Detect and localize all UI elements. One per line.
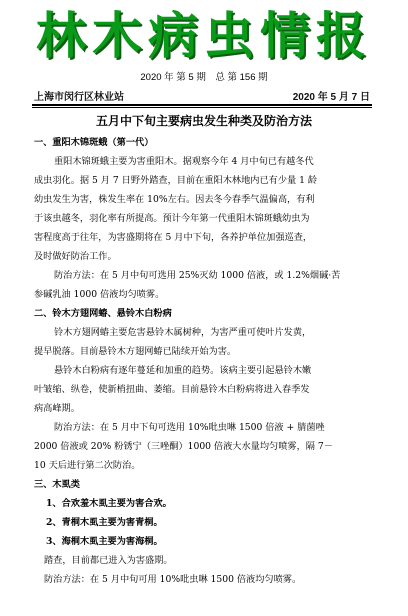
section-heading: 一、重阳木锦斑蛾（第一代） <box>34 137 154 148</box>
article-title: 五月中下旬主要病虫发生种类及防治方法 <box>95 114 312 128</box>
section-heading: 1、合欢羞木虱主要为害合欢。 <box>46 498 172 509</box>
article-line: 防治方法：在 5 月中下旬可选用 10%吡虫啉 1500 倍液 + 腈菌唑 <box>54 422 325 433</box>
article-body <box>34 133 374 589</box>
article-line: 重阳木锦斑蛾主要为害重阳木。据观察今年 4 月中旬已有越冬代 <box>54 156 314 167</box>
article-line: 害程度高于往年，为害盛期将在 5 月中下旬，各养护单位加强巡查， <box>34 232 313 243</box>
article-line: 悬铃木白粉病有逐年蔓延和加重的趋势。该病主要引起悬铃木嫩 <box>54 365 312 376</box>
article-line: 2000 倍液或 20% 粉锈宁（三唑酮）1000 倍液大水量均匀喷雾，隔 7－ <box>34 441 333 452</box>
section-heading: 二、铃木方翅网蝽、悬铃木白粉病 <box>34 308 172 319</box>
article-line: 幼虫发生为害，株发生率在 10%左右。因去冬今春季气温偏高，有利 <box>34 194 315 205</box>
article-line: 踏查，目前都已进入为害盛期。 <box>44 555 173 566</box>
article-line: 提早脱落。目前悬铃木方翅网蝽已陆续开始为害。 <box>34 346 237 357</box>
article-line: 防治方法：在 5 月中旬可用 10%吡虫啉 1500 倍液均匀喷雾。 <box>44 574 302 585</box>
header-rule-thin <box>32 107 372 108</box>
article-line: 于该虫越冬，羽化率有所提高。预计今年第一代重阳木锦斑蛾幼虫为 <box>34 213 310 224</box>
publisher-name: 上海市闵行区林业站 <box>34 92 124 103</box>
article-line: 铃木方翅网蝽主要危害悬铃木属树种，为害严重可使叶片发黄， <box>54 327 312 338</box>
masthead-title: 林木病虫情报 <box>36 6 372 65</box>
section-heading: 三、木虱类 <box>34 479 80 490</box>
article-line: 10 天后进行第二次防治。 <box>34 460 141 471</box>
article-line: 参碱乳油 1000 倍液均匀喷雾。 <box>34 289 165 300</box>
article-line: 防治方法：在 5 月中旬可选用 25%灭幼 1000 倍液，或 1.2%烟碱·苦 <box>54 270 341 281</box>
issue-date: 2020 年 5 月 7 日 <box>292 92 370 103</box>
section-heading: 2、青桐木虱主要为害青桐。 <box>46 517 163 528</box>
section-heading: 3、海桐木虱主要为害海桐。 <box>46 536 163 547</box>
issue-line: 2020 年 第 5 期 总 第 156 期 <box>140 72 268 83</box>
header-rule-thick <box>32 104 372 106</box>
article-line: 叶皱缩、纵卷，使新梢扭曲、萎缩。目前悬铃木白粉病将进入春季发 <box>34 384 310 395</box>
article-line: 成虫羽化。据 5 月 7 日野外踏查，目前在重阳木林地内已有少量 1 龄 <box>34 175 318 186</box>
article-line: 及时做好防治工作。 <box>34 251 117 262</box>
article-line: 病高峰期。 <box>34 403 80 414</box>
publisher-row <box>34 88 370 102</box>
